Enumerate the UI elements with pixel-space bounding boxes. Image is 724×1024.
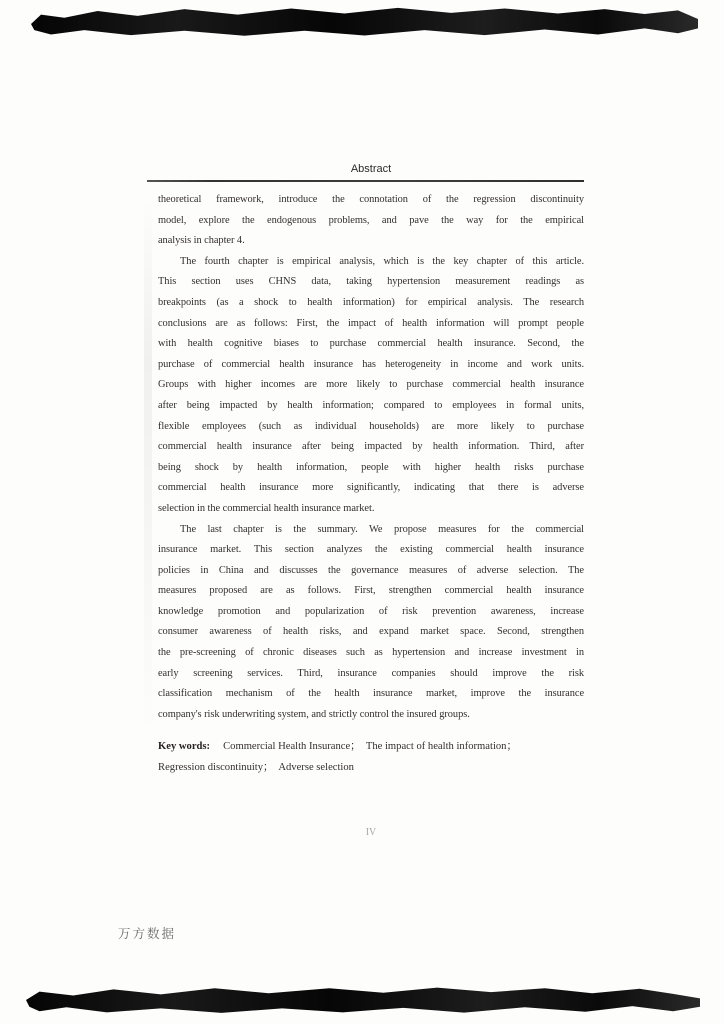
text-line: Groups with higher incomes are more likely to purchase commercial health insurance	[158, 379, 584, 391]
text-line: being shock by health information, people with higher health risks purchase	[158, 461, 584, 473]
text-line: with health cognitive biases to purchase commercial health insurance. Second, the	[158, 338, 584, 350]
text-line: commercial health insurance more significantly, indicating that there is adverse	[158, 482, 584, 494]
text-line: model, explore the endogenous problems, and pave the way for the empirical	[158, 214, 584, 226]
keywords-line	[158, 737, 584, 758]
page-number: IV	[365, 827, 377, 838]
text-line: selection in the commercial health insurance market.	[158, 502, 375, 514]
text-line: analysis in chapter 4.	[158, 235, 245, 247]
text-line: the pre-screening of chronic diseases such as hypertension and increase investment in	[158, 647, 584, 659]
page-header-title: Abstract	[350, 163, 392, 175]
text-line: conclusions are as follows: First, the impact of health information will prompt people	[158, 317, 584, 329]
text-line: commercial health insurance after being impacted by health information. Third, after	[158, 441, 584, 453]
wanfang-data-watermark: 万方数据	[118, 927, 177, 941]
abstract-body	[158, 190, 584, 725]
text-line: breakpoints (as a shock to health information) for empirical analysis. The research	[158, 296, 584, 308]
keywords-block	[158, 737, 584, 778]
text-line: knowledge promotion and popularization of risk prevention awareness, increase	[158, 605, 584, 617]
keywords-label: Key words:	[158, 741, 211, 752]
text-line: early screening services. Third, insurance companies should improve the risk	[158, 667, 584, 679]
text-line: This section uses CHNS data, taking hypertension measurement readings as	[158, 276, 584, 288]
keywords-text: Commercial Health Insurance； The impact of health information；	[223, 741, 518, 752]
text-line: policies in China and discusses the governance measures of adverse selection. The	[158, 564, 584, 576]
text-line: The last chapter is the summary. We propose measures for the commercial	[180, 523, 584, 535]
text-line: The fourth chapter is empirical analysis, which is the key chapter of this article.	[180, 255, 584, 267]
text-line: classification mechanism of the health insurance market, improve the insurance	[158, 688, 584, 700]
keywords-line: Regression discontinuity； Adverse selection	[158, 761, 354, 773]
text-line: purchase of commercial health insurance has heterogeneity in income and work units.	[158, 358, 584, 370]
text-line: flexible employees (such as individual households) are more likely to purchase	[158, 420, 584, 432]
scan-smudge	[144, 195, 152, 740]
text-line: theoretical framework, introduce the connotation of the regression discontinuity	[158, 194, 584, 205]
text-line: measures proposed are as follows. First, strengthen commercial health insurance	[158, 585, 584, 597]
text-line: consumer awareness of health risks, and expand market space. Second, strengthen	[158, 626, 584, 638]
scan-artifact-band-bottom	[26, 986, 700, 1014]
text-line: insurance market. This section analyzes the existing commercial health insurance	[158, 544, 584, 556]
header-rule	[147, 180, 584, 182]
scan-artifact-band-top	[31, 6, 698, 37]
text-line: after being impacted by health information; compared to employees in formal units,	[158, 399, 584, 411]
text-line: company's risk underwriting system, and strictly control the insured groups.	[158, 708, 470, 720]
